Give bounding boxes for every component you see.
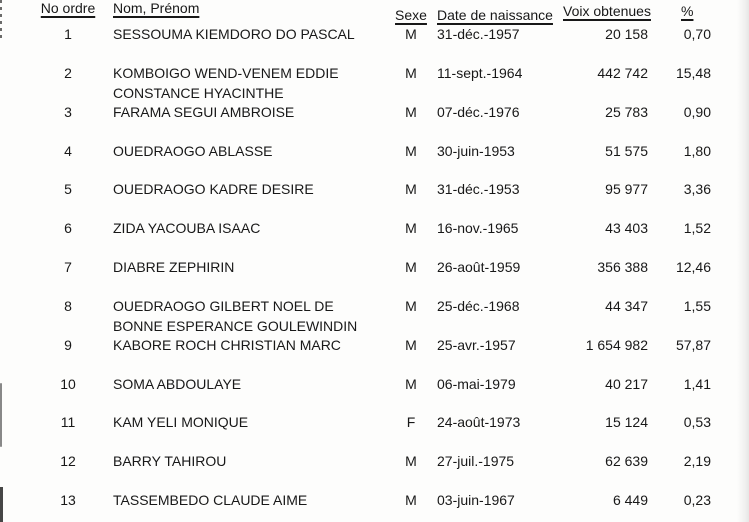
cell-birth-date: 16-nov.-1965 xyxy=(437,220,519,237)
cell-birth-date: 26-août-1959 xyxy=(437,259,521,276)
table-row xyxy=(0,335,749,374)
table-header-row xyxy=(0,0,749,24)
cell-birth-date: 31-déc.-1957 xyxy=(437,26,520,42)
cell-birth-date: 24-août-1973 xyxy=(437,414,521,431)
cell-candidate-name: FARAMA SEGUI AMBROISE xyxy=(113,103,295,120)
cell-candidate-name: SESSOUMA KIEMDORO DO PASCAL xyxy=(113,26,355,42)
cell-votes: 442 742 xyxy=(597,64,648,81)
cell-birth-date: 30-juin-1953 xyxy=(437,142,515,159)
column-header-date-de-naissance: Date de naissance xyxy=(437,7,553,23)
cell-order-number: 9 xyxy=(64,336,72,353)
cell-sex: F xyxy=(406,414,416,431)
cell-percentage: 0,90 xyxy=(683,103,711,120)
cell-candidate-name: KOMBOIGO WEND-VENEM EDDIE CONSTANCE HYACINTHE xyxy=(113,64,339,101)
cell-percentage: 1,80 xyxy=(683,142,711,159)
cell-percentage: 1,52 xyxy=(683,220,711,237)
cell-sex: M xyxy=(405,220,417,237)
cell-sex: M xyxy=(405,492,417,509)
table-row xyxy=(0,296,749,335)
cell-sex: M xyxy=(405,336,417,353)
cell-sex: M xyxy=(405,259,417,276)
cell-candidate-name: TASSEMBEDO CLAUDE AIME xyxy=(113,492,308,509)
cell-percentage: 0,53 xyxy=(683,414,711,431)
cell-candidate-name: KABORE ROCH CHRISTIAN MARC xyxy=(113,336,341,353)
cell-candidate-name: OUEDRAOGO KADRE DESIRE xyxy=(113,181,314,198)
cell-percentage: 0,23 xyxy=(683,492,711,509)
cell-votes: 95 977 xyxy=(605,181,648,198)
cell-order-number: 3 xyxy=(64,103,72,120)
table-row xyxy=(0,24,749,63)
cell-order-number: 8 xyxy=(64,297,72,314)
cell-votes: 1 654 982 xyxy=(585,336,648,353)
table-body xyxy=(0,24,749,522)
cell-votes: 44 347 xyxy=(605,297,648,314)
cell-candidate-name: OUEDRAOGO ABLASSE xyxy=(113,142,273,159)
cell-percentage: 57,87 xyxy=(675,336,711,353)
cell-candidate-name: SOMA ABDOULAYE xyxy=(113,375,242,392)
cell-votes: 51 575 xyxy=(605,142,648,159)
cell-percentage: 12,46 xyxy=(675,259,711,276)
table-row xyxy=(0,179,749,218)
column-header-no-ordre: No ordre xyxy=(40,0,96,16)
cell-birth-date: 06-mai-1979 xyxy=(437,375,516,392)
table-row xyxy=(0,63,749,102)
cell-percentage: 0,70 xyxy=(683,26,711,42)
cell-sex: M xyxy=(405,181,417,198)
cell-order-number: 5 xyxy=(64,181,72,198)
cell-candidate-name: KAM YELI MONIQUE xyxy=(113,414,249,431)
cell-percentage: 1,41 xyxy=(683,375,711,392)
cell-birth-date: 03-juin-1967 xyxy=(437,492,515,509)
cell-sex: M xyxy=(405,375,417,392)
cell-birth-date: 07-déc.-1976 xyxy=(437,103,520,120)
cell-sex: M xyxy=(405,26,417,42)
cell-birth-date: 11-sept.-1964 xyxy=(437,64,523,81)
cell-percentage: 15,48 xyxy=(675,64,711,81)
cell-order-number: 10 xyxy=(60,375,76,392)
cell-percentage: 1,55 xyxy=(683,297,711,314)
table-row xyxy=(0,490,749,522)
column-header-sexe: Sexe xyxy=(395,7,427,23)
cell-order-number: 6 xyxy=(64,220,72,237)
cell-candidate-name: BARRY TAHIROU xyxy=(113,453,227,470)
cell-votes: 20 158 xyxy=(605,26,648,42)
table-row xyxy=(0,102,749,141)
table-row xyxy=(0,257,749,296)
cell-order-number: 12 xyxy=(60,453,76,470)
cell-order-number: 7 xyxy=(64,259,72,276)
table-row xyxy=(0,451,749,490)
cell-percentage: 3,36 xyxy=(683,181,711,198)
cell-order-number: 11 xyxy=(60,414,76,431)
table-row xyxy=(0,412,749,451)
cell-candidate-name: ZIDA YACOUBA ISAAC xyxy=(113,220,261,237)
cell-order-number: 1 xyxy=(64,26,72,42)
cell-birth-date: 25-déc.-1968 xyxy=(437,297,520,314)
cell-votes: 15 124 xyxy=(605,414,648,431)
cell-birth-date: 25-avr.-1957 xyxy=(437,336,516,353)
column-header-nom-prenom: Nom, Prénom xyxy=(113,0,200,16)
column-header-pourcentage: % xyxy=(681,3,694,19)
cell-sex: M xyxy=(405,453,417,470)
cell-sex: M xyxy=(405,103,417,120)
cell-candidate-name: OUEDRAOGO GILBERT NOEL DE BONNE ESPERANCE GOULEWINDIN xyxy=(113,297,358,334)
table-row xyxy=(0,374,749,413)
cell-votes: 40 217 xyxy=(605,375,648,392)
cell-votes: 43 403 xyxy=(605,220,648,237)
cell-order-number: 2 xyxy=(64,64,72,81)
cell-sex: M xyxy=(405,297,417,314)
column-header-voix-obtenues: Voix obtenues xyxy=(563,3,651,19)
cell-sex: M xyxy=(405,64,417,81)
cell-birth-date: 27-juil.-1975 xyxy=(437,453,515,470)
cell-candidate-name: DIABRE ZEPHIRIN xyxy=(113,259,235,276)
cell-order-number: 13 xyxy=(60,492,76,509)
table-row xyxy=(0,218,749,257)
cell-votes: 62 639 xyxy=(605,453,648,470)
cell-votes: 25 783 xyxy=(605,103,648,120)
cell-birth-date: 31-déc.-1953 xyxy=(437,181,520,198)
cell-sex: M xyxy=(405,142,417,159)
cell-order-number: 4 xyxy=(64,142,72,159)
cell-percentage: 2,19 xyxy=(683,453,711,470)
cell-votes: 6 449 xyxy=(612,492,648,509)
table-row xyxy=(0,141,749,180)
cell-votes: 356 388 xyxy=(597,259,648,276)
